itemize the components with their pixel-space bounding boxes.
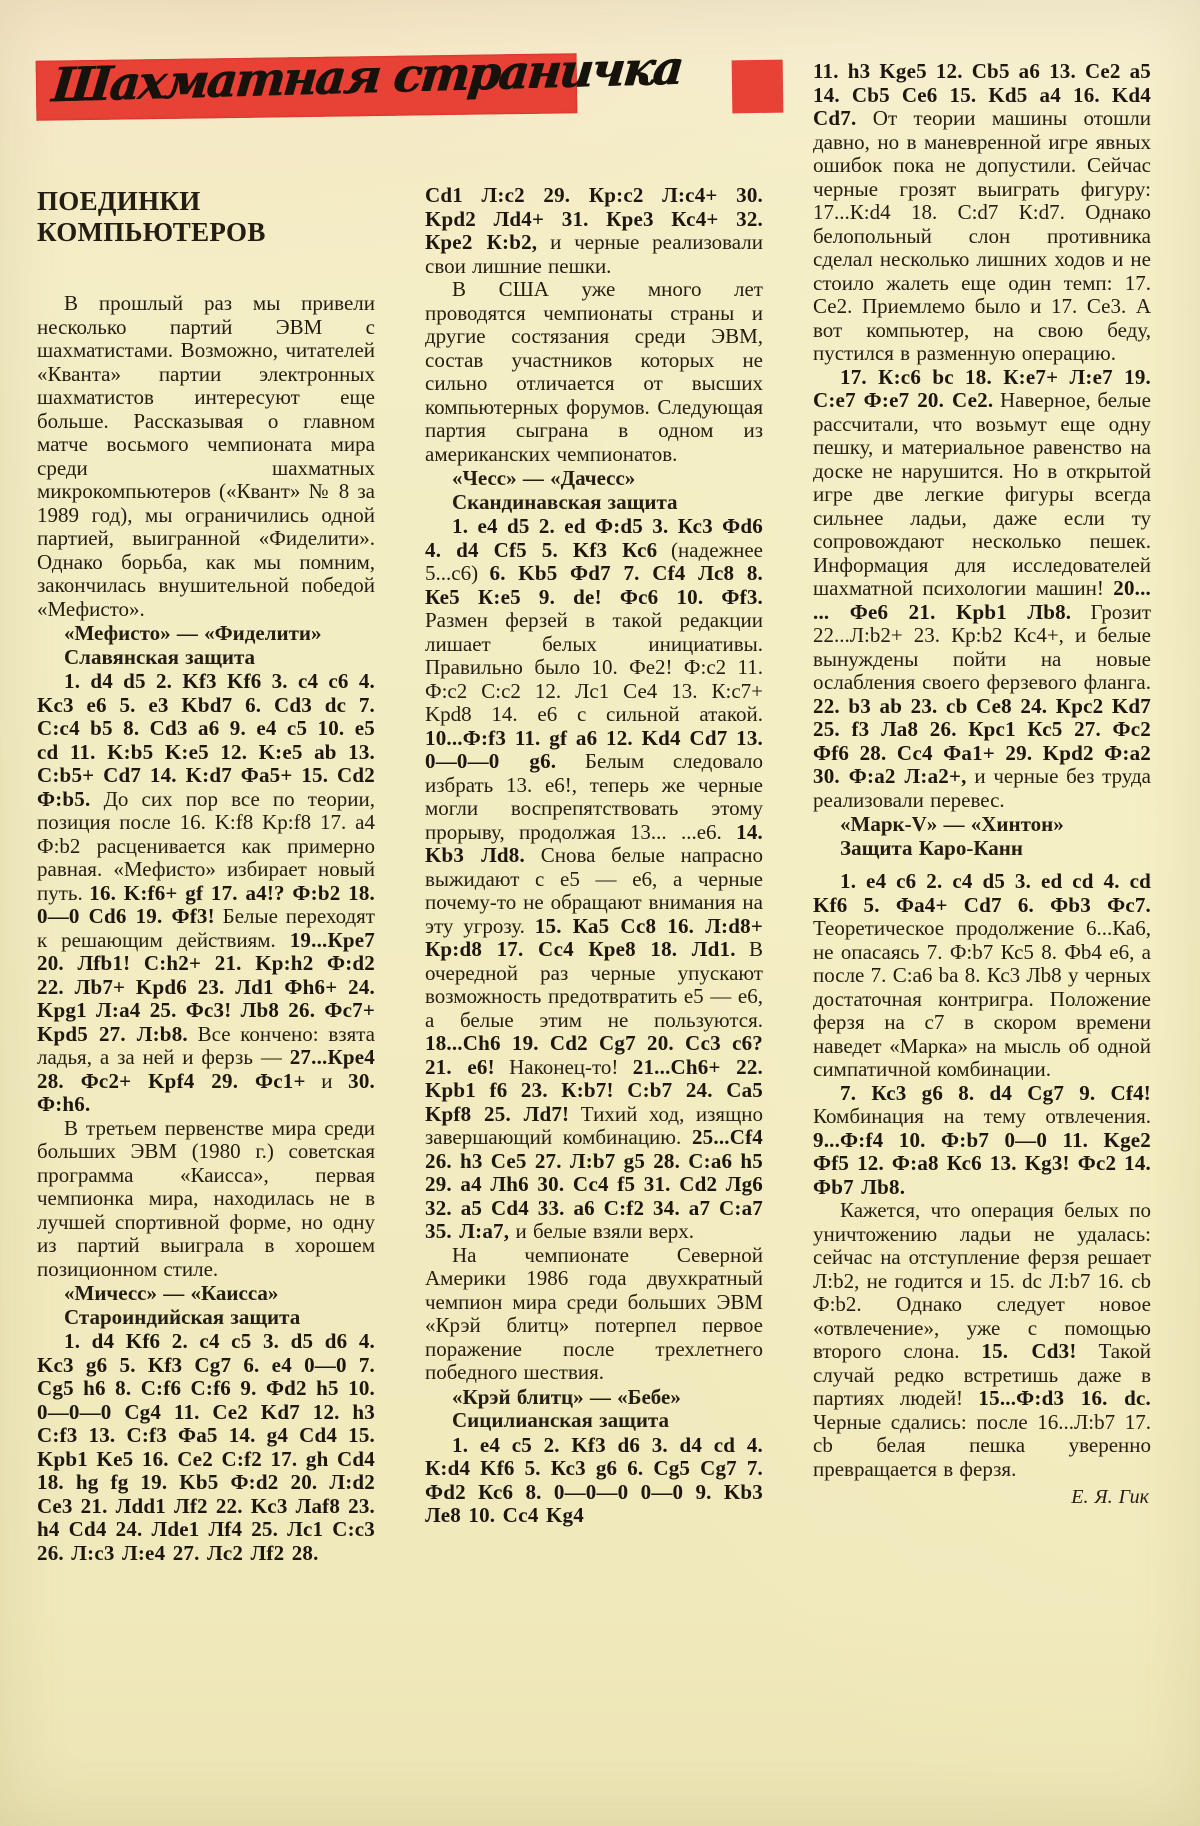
paragraph: [37, 1117, 375, 1282]
game-heading: [37, 622, 375, 669]
chess-moves: 15. Ка5 Сс8 16. Л:d8+ Кр:d8 17. Сс4 Кре8 18. Лd1.: [425, 913, 763, 961]
chess-moves: 20... ... Фе6 21. Kpb1 Лb8.: [813, 576, 1151, 624]
game-heading-line: «Чесс» — «Дачесс»: [452, 466, 636, 490]
chess-moves: 6. Kb5 Фd7 7. Cf4 Лс8 8. Ке5 К:е5 9. de! Фс6 10. Фf3.: [425, 561, 763, 609]
chess-moves: 1. d4 Kf6 2. c4 c5 3. d5 d6 4. Kc3 g6 5. Kf3 Cg7 6. e4 0—0 7. Cg5 h6 8. C:f6 C:f6 9. Фd2 h5 10. 0—0—0 Cg4 11. Ce2 Kd7 12. h3 C:f3 13. C:f3 Фа5 14. g4 Cd4 15. Kpb1 Ke5 16. Ce2 C:f2 17. gh Cd4 18. hg fg 19. Kb5 Ф:d2 20. Л:d2 Ce3 21. Лdd1 Лf2 22. Kc3 Лаf8 23. h4 Cd4 24. Лde1 Лf4 25. Лс1 C:c3 26. Л:c3 Л:e4 27. Лс2 Лf2 28.: [37, 1329, 375, 1565]
body-text: В очередной раз черные упускают возможность предотвратить е5 — е6, а белые этим не пользуются.: [425, 937, 763, 1032]
game-heading-line: Славянская защита: [64, 644, 256, 669]
body-text: На чемпионате Северной Америки 1986 года двухкратный чемпион мира среди больших ЭВМ «Крэй блитц» потерпел первое поражение после трехлетнего победного шествия.: [425, 1242, 763, 1384]
body-text: Тихий ход, изящно завершающий комбинацию.: [425, 1101, 763, 1149]
game-heading-line: Защита Каро-Канн: [840, 835, 1024, 860]
chess-moves: 11. h3 Kge5 12. Cb5 a6 13. Ce2 a5 14. Cb5 Ce6 15. Kd5 a4 16. Kd4 Cd7.: [813, 59, 1151, 130]
chess-moves: 9...Ф:f4 10. Ф:b7 0—0 11. Kge2 Фf5 12. Ф:а8 Кс6 13. Kg3! Фс2 14. Фb7 Лb8.: [813, 1127, 1151, 1199]
article-column-1: [37, 184, 375, 1565]
body-text: До сих пор все по теории, позиция после 16. K:f8 Kp:f8 17. a4 Ф:b2 расценивается как примерно равная. «Мефисто» избирает новый путь.: [37, 786, 375, 905]
game-heading-line: Скандинавская защита: [452, 489, 678, 514]
paragraph: [813, 1199, 1151, 1481]
body-text: Наконец-то!: [494, 1054, 633, 1079]
game-heading-line: «Марк-V» — «Хинтон»: [840, 812, 1064, 836]
body-text: Белым следовало избрать 13. е6!, теперь же черные могли воспрепятствовать этому прорыву, продолжая 13... ...е6.: [425, 749, 763, 844]
chess-moves: 14. Kb3 Лd8.: [425, 819, 763, 867]
body-text: От теории машины отошли давно, но в маневренной игре явных ошибок пока не допустили. Сейчас черные грозят выиграть фигуру: 17...К:d4 18. С:d7 К:d7. Однако белопольный слон противника сделал несколько лишних ходов и не стоило жалеть еще один темп: 17. Се2. Приемлемо было и 17. Се3. А вот компьютер, на свою беду, пустился в разменную операцию.: [813, 106, 1151, 365]
body-text: В США уже много лет проводятся чемпионаты страны и другие состязания среди ЭВМ, состав участников которых не сильно отличается от высших компьютерных форумов. Следующая партия сыграна в одном из американских чемпионатов.: [425, 277, 763, 466]
paragraph: [425, 1434, 763, 1528]
chess-moves: 1. е4 с6 2. с4 d5 3. ed cd 4. cd Kf6 5. Фа4+ Cd7 6. Фb3 Фс7.: [813, 869, 1151, 917]
paragraph: [425, 278, 763, 466]
chess-moves: 17. К:с6 bc 18. К:е7+ Л:е7 19. С:е7 Ф:е7 20. Се2.: [813, 364, 1151, 412]
paragraph: [813, 870, 1151, 1082]
author-byline: Е. Я. Гик: [1071, 1486, 1149, 1508]
body-text: В прошлый раз мы привели несколько партий ЭВМ с шахматистами. Возможно, читателей «Кванта» партии электронных шахматистов интересуют еще больше. Рассказывая о главном матче восьмого чемпионата мира среди шахматных микрокомпьютеров («Квант» № 8 за 1989 год), мы ограничились одной партией, выигранной «Фиделити». Однако борьба, как мы помним, закончилась внушительной победой «Мефисто».: [37, 291, 375, 621]
body-text: и белые взяли верх.: [509, 1219, 695, 1243]
body-text: и черные реализовали свои лишние пешки.: [425, 230, 763, 278]
chess-moves: 18...Ch6 19. Cd2 Cg7 20. Сс3 с6? 21. е6!: [425, 1031, 763, 1079]
chess-moves: 30. Ф:h6.: [37, 1068, 375, 1116]
body-text: Такой случай редко встретишь даже в партиях людей!: [813, 1339, 1151, 1410]
body-text: Размен ферзей в такой редакции лишает белых инициативы. Правильно было 10. Фе2! Ф:с2 11. Ф:с2 С:с2 12. Лс1 Се4 13. К:с7+ Kpd8 14. е6 с сильной атакой.: [425, 608, 763, 726]
game-heading: [37, 1282, 375, 1329]
article-column-2: [425, 184, 763, 1528]
paragraph: [425, 1244, 763, 1385]
body-text: Наверное, белые рассчитали, что возьмут еще одну пешку, и материальное равенство на доске не нарушится. Но в открытой игре две легкие фигуры всегда сильнее ладьи, даже если ту сопровождают несколько пешек. Информация для исследователей шахматной психологии машин!: [813, 388, 1151, 600]
body-text: В третьем первенстве мира среди больших ЭВМ (1980 г.) советская программа «Каисса», первая чемпионка мира, находилась не в лучшей спортивной форме, но одну из партий выиграла в хорошем позиционном стиле.: [37, 1115, 375, 1281]
body-text: (надежнее 5...с6): [425, 537, 763, 585]
paragraph: [37, 1330, 375, 1565]
paragraph: [37, 670, 375, 1117]
game-heading-line: Сицилианская защита: [452, 1408, 669, 1432]
paragraph: [813, 60, 1151, 366]
chess-moves: Cd1 Л:c2 29. Кр:c2 Л:c4+ 30. Kpd2 Лd4+ 31. Кре3 Кс4+ 32. Кре2 К:b2,: [425, 183, 763, 254]
banner-script-title: Шахматная страничка: [49, 40, 684, 114]
chess-moves: 7. Кс3 g6 8. d4 Cg7 9. Cf4!: [840, 1080, 1151, 1105]
body-text: Снова белые напрасно выжидают с е5 — е6, а черные почему-то не обращают внимания на эту угрозу.: [425, 843, 763, 938]
body-text: Кажется, что операция белых по уничтожению ладьи не удалась: сейчас на отступление ферзя решает Л:b2, не годится и 15. dc Л:b7 16. cb Ф:b2. Однако следует новое «отвлечение», уже с помощью второго слона.: [813, 1198, 1151, 1363]
chess-moves: 16. K:f6+ gf 17. a4!? Ф:b2 18. 0—0 Cd6 19. Фf3!: [37, 880, 375, 928]
paragraph: [425, 515, 763, 1244]
chess-moves: 15. Cd3!: [981, 1339, 1077, 1363]
game-heading-line: «Мефисто» — «Фиделити»: [64, 621, 322, 645]
chess-moves: 1. е4 с5 2. Kf3 d6 3. d4 cd 4. К:d4 Kf6 5. Кс3 g6 6. Cg5 Cg7 7. Фd2 Кс6 8. 0—0—0 0—0 9. Kb3 Ле8 10. Сс4 Kg4: [425, 1432, 763, 1527]
paragraph: [425, 184, 763, 278]
chess-moves: 1. е4 d5 2. ed Ф:d5 3. Кс3 Фd6 4. d4 Cf5 5. Kf3 Кс6: [425, 514, 763, 562]
paragraph: [813, 1082, 1151, 1200]
chess-moves: 22. b3 ab 23. cb Се8 24. Крс2 Kd7 25. f3 Ла8 26. Крс1 Кс5 27. Фс2 Фf6 28. Сс4 Фа1+ 29. Kpd2 Ф:а2 30. Ф:а2 Л:а2+,: [813, 693, 1151, 788]
paragraph: [813, 366, 1151, 813]
paragraph: [37, 292, 375, 621]
chess-moves: 10...Ф:f3 11. gf а6 12. Kd4 Cd7 13. 0—0—0 g6.: [425, 725, 763, 773]
chess-moves: 1. d4 d5 2. Kf3 Kf6 3. c4 c6 4. Kc3 e6 5. e3 Kbd7 6. Cd3 dc 7. C:c4 b5 8. Cd3 a6 9. e4 c5 10. e5 cd 11. K:b5 K:e5 12. K:e5 ab 13. C:b5+ Cd7 14. K:d7 Фа5+ 15. Cd2 Ф:b5.: [37, 669, 375, 811]
game-heading: [425, 467, 763, 514]
game-heading-line: «Крэй блитц» — «Бебе»: [452, 1384, 681, 1409]
article-column-3: [813, 60, 1151, 1510]
body-text: Теоретическое продолжение 6...Ка6, не опасаясь 7. Ф:b7 Кс5 8. Фb4 е6, а после 7. С:а6 ba 8. Кс3 Лb8 у черных достаточная контригра. Положение ферзя на с7 в скором времени наведет «Марка» на мысль об одной симпатичной комбинации.: [813, 916, 1151, 1081]
chess-moves: 25...Cf4 26. h3 Се5 27. Л:b7 g5 28. С:а6 h5 29. а4 Лh6 30. Сс4 f5 31. Cd2 Лg6 32. а5 Cd4 33. а6 C:f2 34. а7 С:а7 35. Л:а7,: [425, 1125, 763, 1243]
article-title-line: КОМПЬЮТЕРОВ: [37, 217, 266, 247]
body-text: Комбинация на тему отвлечения.: [813, 1104, 1151, 1128]
article-title: [37, 186, 375, 248]
chess-moves: 19...Кре7 20. Лfb1! C:h2+ 21. Kp:h2 Ф:d2 22. Лb7+ Kpd6 23. Лd1 Фh6+ 24. Kpg1 Л:а4 25. Фс3! Лb8 26. Фс7+ Kpd5 27. Л:b8.: [37, 927, 375, 1046]
body-text: Черные сдались: после 16...Л:b7 17. cb белая пешка уверенно превращается в ферзя.: [813, 1409, 1151, 1481]
body-text: Грозит 22...Л:b2+ 23. Кр:b2 Кс4+, и белые вынуждены пойти на новые ослабления своего ферзевого фланга.: [813, 599, 1152, 694]
chess-moves: 21...Ch6+ 22. Kpb1 f6 23. К:b7! С:b7 24. Са5 Kpf8 25. Лd7!: [425, 1054, 764, 1126]
banner-red-end-block: [732, 60, 784, 114]
game-heading: [813, 813, 1151, 860]
article-title-line: ПОЕДИНКИ: [37, 186, 201, 216]
chess-moves: 15...Ф:d3 16. dc.: [978, 1386, 1151, 1410]
game-heading: [425, 1386, 763, 1433]
game-heading-line: Староиндийская защита: [64, 1304, 301, 1329]
game-heading-line: «Мичесс» — «Каисса»: [64, 1281, 279, 1305]
body-text: Белые переходят к решающим действиям.: [37, 904, 375, 952]
chess-moves: 27...Кре4 28. Фс2+ Kpf4 29. Фс1+: [37, 1045, 375, 1093]
body-text: и: [305, 1068, 349, 1093]
body-text: Все кончено: взята ладья, а за ней и ферзь —: [37, 1021, 375, 1069]
body-text: и черные без труда реализовали перевес.: [813, 764, 1151, 812]
